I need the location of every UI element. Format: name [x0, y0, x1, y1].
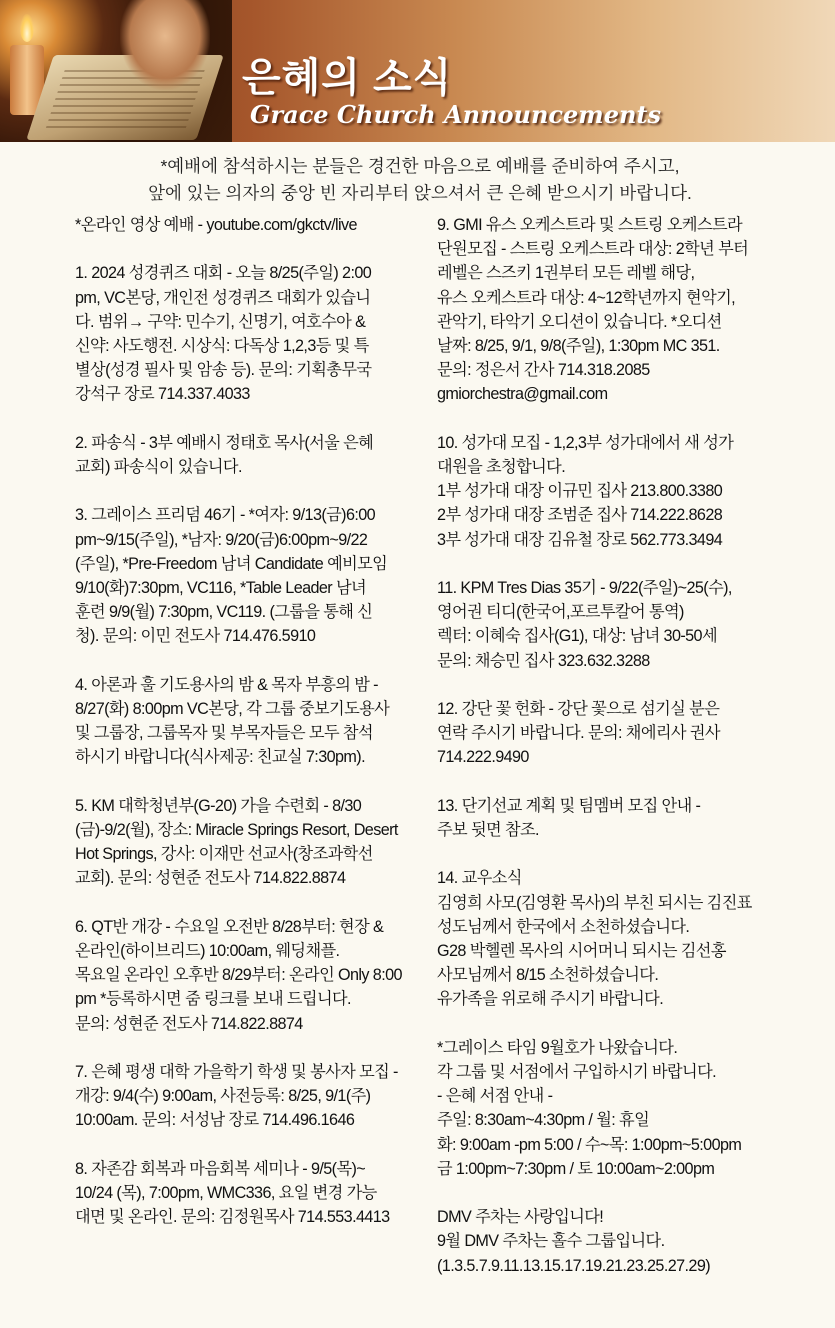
item-line: 및 그룹장, 그룹목자 및 부목자들은 모두 참석	[75, 724, 373, 743]
item-line: 날짜: 8/25, 9/1, 9/8(주일), 1:30pm MC 351.	[437, 337, 720, 356]
item-line: Hot Springs, 강사: 이재만 선교사(창조과학선	[75, 845, 373, 864]
announcement-item	[75, 1060, 425, 1133]
online-worship	[75, 213, 425, 237]
item-line: 레벨은 스즈키 1권부터 모든 레벨 해당,	[437, 264, 695, 283]
item-line: 연락 주시기 바랍니다. 문의: 채에리사 권사	[437, 724, 720, 743]
page-title: 은혜의 소식	[242, 56, 453, 100]
item-line: 8. 자존감 회복과 마음회복 세미나 - 9/5(목)~	[75, 1159, 366, 1178]
grace-time-notice	[437, 1036, 787, 1181]
item-line: 성도님께서 한국에서 소천하셨습니다.	[437, 917, 690, 936]
item-line: 문의: 채승민 집사 323.632.3288	[437, 651, 650, 670]
item-line: 5. KM 대학청년부(G-20) 가을 수련회 - 8/30	[75, 796, 362, 815]
candle-flame	[20, 14, 34, 42]
announcement-item	[437, 576, 787, 673]
item-line: 9. GMI 유스 오케스트라 및 스트링 오케스트라	[437, 216, 743, 234]
item-line: 청). 문의: 이민 전도사 714.476.5910	[75, 627, 316, 646]
item-line: 별상(성경 필사 및 암송 등). 문의: 기획총무국	[75, 361, 372, 380]
item-line: 10/24 (목), 7:00pm, WMC336, 요일 변경 가능	[75, 1184, 377, 1202]
item-line: 문의: 정은서 간사 714.318.2085	[437, 361, 650, 380]
item-line: 렉터: 이혜숙 집사(G1), 대상: 남녀 30-50세	[437, 627, 718, 646]
item-line: 10:00am. 문의: 서성남 장로 714.496.1646	[75, 1111, 355, 1130]
item-line: 주보 뒷면 참조.	[437, 821, 539, 840]
item-line: 금 1:00pm~7:30pm / 토 10:00am~2:00pm	[437, 1159, 715, 1178]
notice-line: *예배에 참석하시는 분들은 경건한 마음으로 예배를 준비하여 주시고,	[160, 156, 680, 176]
item-line: 6. QT반 개강 - 수요일 오전반 8/28부터: 현장 &	[75, 917, 384, 936]
item-line: G28 박헬렌 목사의 시어머니 되시는 김선홍	[437, 942, 726, 961]
item-line: 유스 오케스트라 대상: 4~12학년까지 현악기,	[437, 288, 736, 307]
item-line: 3부 성가대 대장 김유철 장로 562.773.3494	[437, 530, 723, 549]
item-line: 개강: 9/4(수) 9:00am, 사전등록: 8/25, 9/1(주)	[75, 1087, 371, 1106]
item-line: 4. 아론과 훌 기도용사의 밤 & 목자 부흥의 밤 -	[75, 675, 378, 694]
item-line: 2부 성가대 대장 조범준 집사 714.222.8628	[437, 506, 723, 525]
item-line: DMV 주차는 사랑입니다!	[437, 1208, 604, 1227]
item-line: 각 그룹 및 서점에서 구입하시기 바랍니다.	[437, 1063, 717, 1082]
page-subtitle: Grace Church Announcements	[250, 100, 662, 129]
announcement-item	[75, 1157, 425, 1230]
announcement-item	[437, 431, 787, 552]
announcement-item	[75, 673, 425, 770]
item-line: 대원을 초청합니다.	[437, 458, 566, 477]
item-line: 유가족을 위로해 주시기 바랍니다.	[437, 990, 664, 1009]
prayer-photo	[0, 0, 232, 142]
announcement-item	[75, 794, 425, 891]
item-line: 영어권 티디(한국어,포르투칼어 통역)	[437, 603, 684, 622]
announcement-item	[437, 866, 787, 1011]
item-line: 온라인(하이브리드) 10:00am, 웨딩채플.	[75, 942, 340, 960]
item-line: 714.222.9490	[437, 748, 529, 767]
item-line: 14. 교우소식	[437, 869, 522, 888]
announcement-item	[75, 915, 425, 1036]
notice-line: 앞에 있는 의자의 중앙 빈 자리부터 앉으셔서 큰 은혜 받으시기 바랍니다.	[148, 183, 692, 203]
item-line: 관악기, 타악기 오디션이 있습니다. *오디션	[437, 312, 722, 331]
item-line: gmiorchestra@gmail.com	[437, 385, 608, 404]
item-line: 13. 단기선교 계획 및 팀멤버 모집 안내 -	[437, 796, 701, 815]
item-line: 단원모집 - 스트링 오케스트라 대상: 2학년 부터	[437, 240, 749, 259]
right-column	[437, 213, 787, 1302]
worship-notice	[60, 153, 780, 207]
item-line: *온라인 영상 예배 - youtube.com/gkctv/live	[75, 216, 357, 234]
announcement-item	[437, 794, 787, 842]
item-line: 하시기 바랍니다(식사제공: 친교실 7:30pm).	[75, 748, 365, 767]
dmv-parking-notice	[437, 1205, 787, 1278]
announcement-item	[75, 431, 425, 479]
item-line: - 은혜 서점 안내 -	[437, 1087, 553, 1106]
item-line: 문의: 성현준 전도사 714.822.8874	[75, 1014, 303, 1033]
item-line: 주일: 8:30am~4:30pm / 월: 휴일	[437, 1111, 650, 1130]
item-line: 교회). 문의: 성현준 전도사 714.822.8874	[75, 869, 346, 888]
item-line: 2. 파송식 - 3부 예배시 정태호 목사(서울 은혜	[75, 433, 374, 452]
item-line: 사모님께서 8/15 소천하셨습니다.	[437, 966, 659, 985]
left-column	[75, 213, 425, 1254]
announcement-item	[75, 261, 425, 406]
item-line: 10. 성가대 모집 - 1,2,3부 성가대에서 새 성가	[437, 433, 734, 452]
item-line: *그레이스 타임 9월호가 나왔습니다.	[437, 1038, 678, 1057]
item-line: pm~9/15(주일), *남자: 9/20(금)6:00pm~9/22	[75, 530, 368, 549]
header-banner	[0, 0, 835, 142]
item-line: 12. 강단 꽃 헌화 - 강단 꽃으로 섬기실 분은	[437, 700, 720, 719]
item-line: 11. KPM Tres Dias 35기 - 9/22(주일)~25(수),	[437, 579, 732, 598]
item-line: 7. 은혜 평생 대학 가을학기 학생 및 봉사자 모집 -	[75, 1063, 398, 1081]
item-line: 3. 그레이스 프리덤 46기 - *여자: 9/13(금)6:00	[75, 506, 376, 525]
item-line: 목요일 온라인 오후반 8/29부터: 온라인 Only 8:00	[75, 966, 402, 985]
item-line: 1부 성가대 대장 이규민 집사 213.800.3380	[437, 482, 723, 501]
item-line: 김영희 사모(김영환 목사)의 부친 되시는 김진표	[437, 893, 752, 912]
item-line: (금)-9/2(월), 장소: Miracle Springs Resort, Desert	[75, 821, 398, 839]
item-line: 화: 9:00am -pm 5:00 / 수~목: 1:00pm~5:00pm	[437, 1135, 742, 1154]
item-line: 신약: 사도행전. 시상식: 다독상 1,2,3등 및 특	[75, 337, 369, 355]
item-line: (1.3.5.7.9.11.13.15.17.19.21.23.25.27.29)	[437, 1256, 711, 1275]
announcement-item	[75, 503, 425, 648]
item-line: pm, VC본당, 개인전 성경퀴즈 대회가 있습니	[75, 288, 371, 307]
item-line: 9/10(화)7:30pm, VC116, *Table Leader 남녀	[75, 579, 367, 597]
announcement-item	[437, 697, 787, 770]
praying-hands-image	[120, 0, 210, 90]
item-line: 9월 DMV 주차는 홀수 그룹입니다.	[437, 1232, 665, 1251]
item-line: pm *등록하시면 줌 링크를 보내 드립니다.	[75, 990, 351, 1009]
item-line: 교회) 파송식이 있습니다.	[75, 458, 242, 476]
item-line: 훈련 9/9(월) 7:30pm, VC119. (그룹을 통해 신	[75, 603, 373, 622]
item-line: 대면 및 온라인. 문의: 김정원목사 714.553.4413	[75, 1208, 390, 1227]
announcement-item	[437, 213, 787, 407]
item-line: 강석구 장로 714.337.4033	[75, 385, 250, 404]
item-line: 다. 범위→ 구약: 민수기, 신명기, 여호수아 &	[75, 312, 366, 331]
item-line: (주일), *Pre-Freedom 남녀 Candidate 예비모임	[75, 554, 388, 573]
item-line: 8/27(화) 8:00pm VC본당, 각 그룹 중보기도용사	[75, 700, 390, 718]
item-line: 1. 2024 성경퀴즈 대회 - 오늘 8/25(주일) 2:00	[75, 264, 372, 283]
